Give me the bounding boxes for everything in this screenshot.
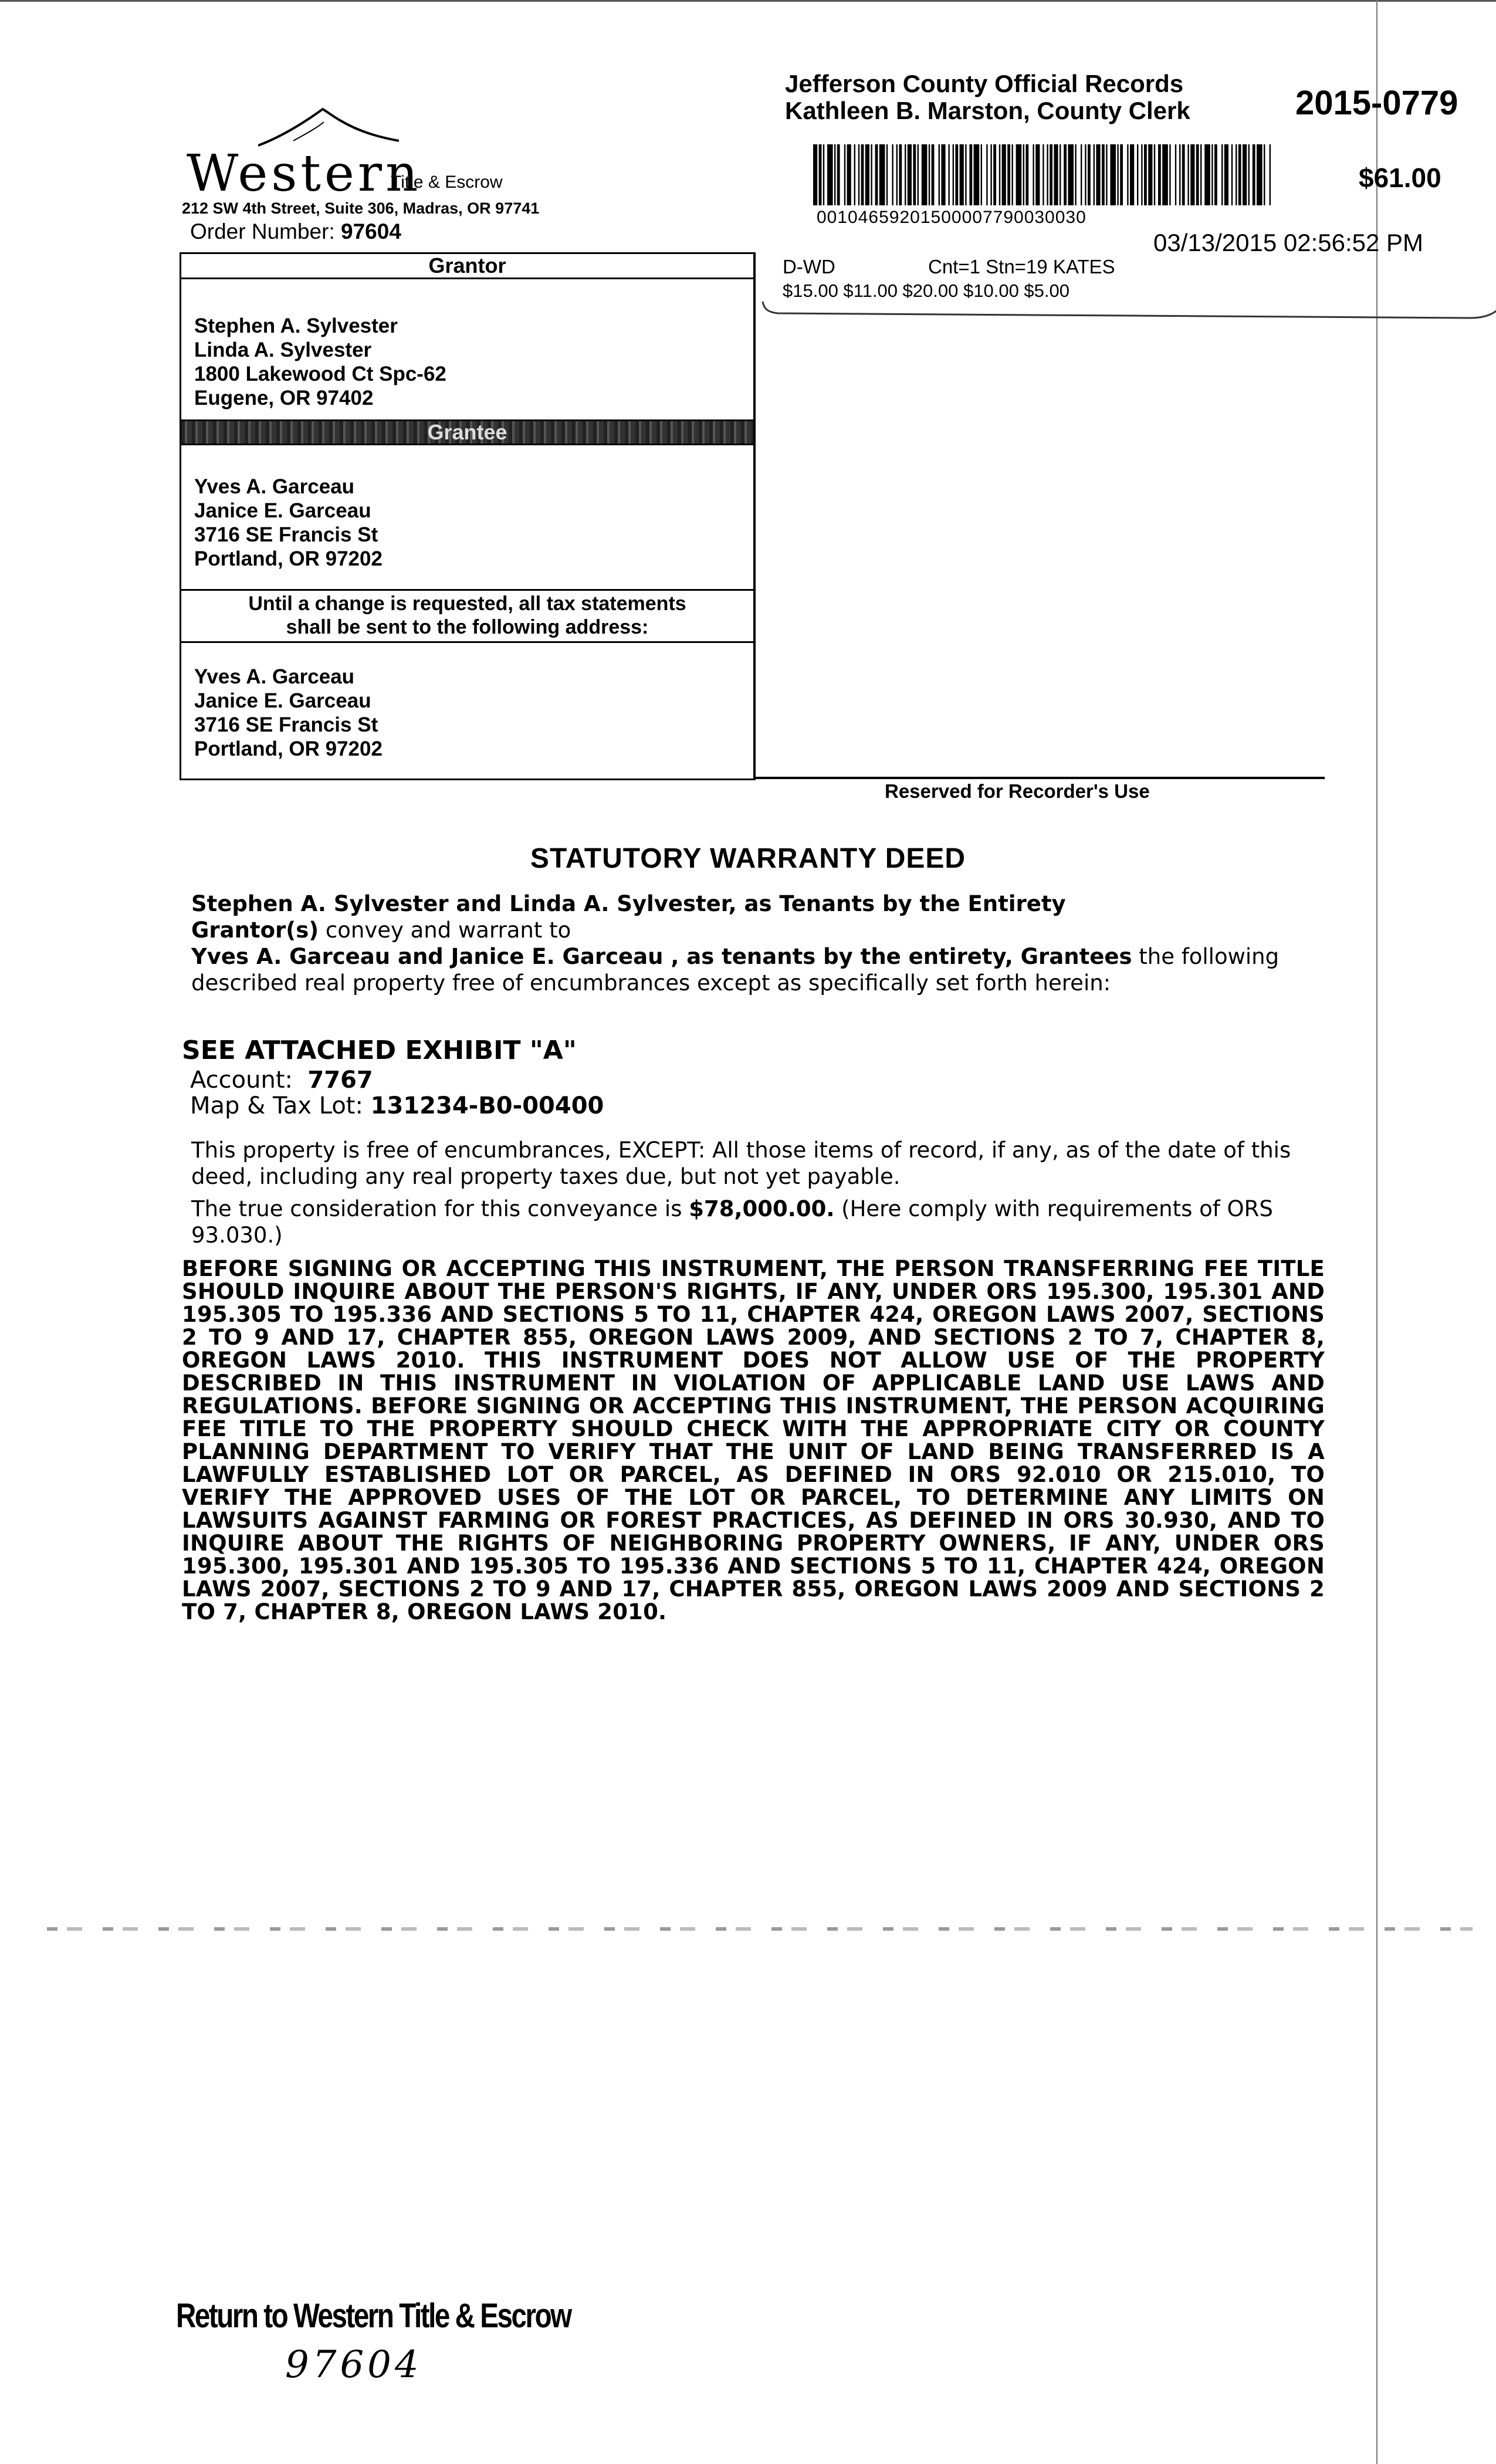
reserved-label: Reserved for Recorder's Use bbox=[885, 780, 1150, 802]
return-stamp: Return to Western Title & Escrow bbox=[176, 2297, 571, 2335]
order-value: 97604 bbox=[341, 219, 401, 243]
recorder-area-rule bbox=[756, 777, 1325, 779]
recording-fee: $61.00 bbox=[1359, 163, 1441, 193]
conveyance-paragraph bbox=[191, 891, 1324, 996]
logo-tagline: Title & Escrow bbox=[391, 172, 503, 192]
map-label: Map & Tax Lot: bbox=[190, 1092, 363, 1119]
tax-address-line: Yves A. Garceau bbox=[194, 665, 355, 688]
grantor-line: Eugene, OR 97402 bbox=[194, 387, 374, 409]
convey-text: convey and warrant to bbox=[319, 918, 571, 943]
tax-address-line: 3716 SE Francis St bbox=[194, 713, 378, 736]
recorder-title-line: Jefferson County Official Records bbox=[785, 70, 1184, 97]
grantor-line: Stephen A. Sylvester bbox=[194, 314, 398, 337]
grantor-label: Grantor(s) bbox=[191, 918, 319, 943]
tax-address-line: Janice E. Garceau bbox=[194, 689, 371, 712]
grantees-line bbox=[191, 943, 1324, 996]
order-number bbox=[190, 219, 401, 244]
tax-heading-line: shall be sent to the following address: bbox=[286, 616, 649, 638]
grantor-line: 1800 Lakewood Ct Spc-62 bbox=[194, 363, 446, 385]
map-value: 131234-B0-00400 bbox=[370, 1092, 604, 1119]
recording-counts: Cnt=1 Stn=19 KATES bbox=[928, 256, 1115, 277]
grantee-line: Yves A. Garceau bbox=[194, 475, 355, 498]
recorder-title bbox=[785, 70, 1190, 124]
document-code: D-WD bbox=[783, 256, 835, 277]
document-title: STATUTORY WARRANTY DEED bbox=[530, 843, 966, 874]
tax-address-block bbox=[194, 665, 383, 761]
account-line bbox=[190, 1067, 373, 1094]
consideration-paragraph bbox=[191, 1196, 1324, 1248]
recorder-title-line: Kathleen B. Marston, County Clerk bbox=[785, 97, 1190, 124]
consideration-amount: $78,000.00. bbox=[689, 1196, 835, 1221]
order-label: Order Number: bbox=[190, 219, 335, 243]
logo-address: 212 SW 4th Street, Suite 306, Madras, OR 97741 bbox=[182, 199, 540, 217]
logo-name: Western bbox=[187, 144, 422, 203]
grantee-block bbox=[194, 475, 383, 571]
grantees-names: Yves A. Garceau and Janice E. Garceau , as tenants by the entirety, Grantees bbox=[191, 944, 1132, 969]
tax-address-line: Portland, OR 97202 bbox=[194, 737, 383, 760]
tax-heading-line: Until a change is requested, all tax statements bbox=[248, 593, 686, 615]
grantee-line: Janice E. Garceau bbox=[194, 499, 371, 522]
scan-artifact-line bbox=[1376, 0, 1377, 2464]
barcode-number: 00104659201500007790030030 bbox=[817, 208, 1087, 227]
account-label: Account: bbox=[190, 1067, 293, 1094]
scan-edge bbox=[0, 0, 1496, 2]
grantee-line: Portland, OR 97202 bbox=[194, 547, 383, 570]
tax-statements-heading bbox=[181, 592, 753, 641]
grantees-rest: the following described real property free of encumbrances except as specifically set forth herein: bbox=[191, 944, 1280, 996]
map-tax-lot-line bbox=[190, 1092, 604, 1119]
grantor-block bbox=[194, 314, 446, 410]
recording-datetime: 03/13/2015 02:56:52 PM bbox=[1153, 229, 1424, 256]
grantor-heading: Grantor bbox=[428, 253, 506, 277]
stamp-underline bbox=[760, 300, 1496, 330]
statutory-notice: BEFORE SIGNING OR ACCEPTING THIS INSTRUMENT, THE PERSON TRANSFERRING FEE TITLE SHOULD INQUIRE ABOUT THE PERSON'S RIGHTS, IF ANY, UNDER ORS 195.300, 195.301 AND 195.305 TO 195.336 AND SECTIONS 5 TO 11, CHAPTER 424, OREGON LAWS 2007, SECTIONS 2 TO 9 AND 17, CHAPTER 855, OREGON LAWS 2009, AND SECTIONS 2 TO 7, CHAPTER 8, OREGON LAWS 2010. THIS INSTRUMENT DOES NOT ALLOW USE OF THE PROPERTY DESCRIBED IN THIS INSTRUMENT IN VIOLATION OF APPLICABLE LAND USE LAWS AND REGULATIONS. BEFORE SIGNING OR ACCEPTING THIS INSTRUMENT, THE PERSON ACQUIRING FEE TITLE TO THE PROPERTY SHOULD CHECK WITH THE APPROPRIATE CITY OR COUNTY PLANNING DEPARTMENT TO VERIFY THAT THE UNIT OF LAND BEING TRANSFERRED IS A LAWFULLY ESTABLISHED LOT OR PARCEL, AS DEFINED IN ORS 92.010 OR 215.010, TO VERIFY THE APPROVED USES OF THE LOT OR PARCEL, TO DETERMINE ANY LIMITS ON LAWSUITS AGAINST FARMING OR FOREST PRACTICES, AS DEFINED IN ORS 30.930, AND TO INQUIRE ABOUT THE RIGHTS OF NEIGHBORING PROPERTY OWNERS, IF ANY, UNDER ORS 195.300, 195.301 AND 195.305 TO 195.336 AND SECTIONS 5 TO 11, CHAPTER 424, OREGON LAWS 2007, SECTIONS 2 TO 9 AND 17, CHAPTER 855, OREGON LAWS 2009 AND SECTIONS 2 TO 7, CHAPTER 8, OREGON LAWS 2010. bbox=[182, 1256, 1325, 1624]
scan-noise bbox=[47, 1927, 1473, 1931]
grantee-heading: Grantee bbox=[181, 421, 753, 444]
fee-breakdown: $15.00 $11.00 $20.00 $10.00 $5.00 bbox=[783, 280, 1069, 301]
grantee-line: 3716 SE Francis St bbox=[194, 523, 378, 546]
handwritten-order-number: 97604 bbox=[285, 2343, 422, 2387]
record-number: 2015-0779 bbox=[1295, 84, 1458, 122]
grantor-line: Linda A. Sylvester bbox=[194, 339, 372, 361]
consideration-post: (Here comply with requirements of ORS 93.030.) bbox=[191, 1196, 1273, 1248]
encumbrance-paragraph: This property is free of encumbrances, EXCEPT: All those items of record, if any, as of the date of this deed, including any real property taxes due, but not yet payable. bbox=[191, 1138, 1291, 1189]
grantors-names: Stephen A. Sylvester and Linda A. Sylvester, as Tenants by the Entirety bbox=[191, 891, 1066, 916]
account-value: 7767 bbox=[307, 1067, 373, 1094]
consideration-pre: The true consideration for this conveyance is bbox=[191, 1196, 689, 1221]
exhibit-reference: SEE ATTACHED EXHIBIT "A" bbox=[182, 1035, 577, 1065]
parties-table bbox=[180, 252, 756, 780]
grantor-convey-line bbox=[191, 917, 1324, 943]
barcode-icon bbox=[813, 144, 1271, 205]
